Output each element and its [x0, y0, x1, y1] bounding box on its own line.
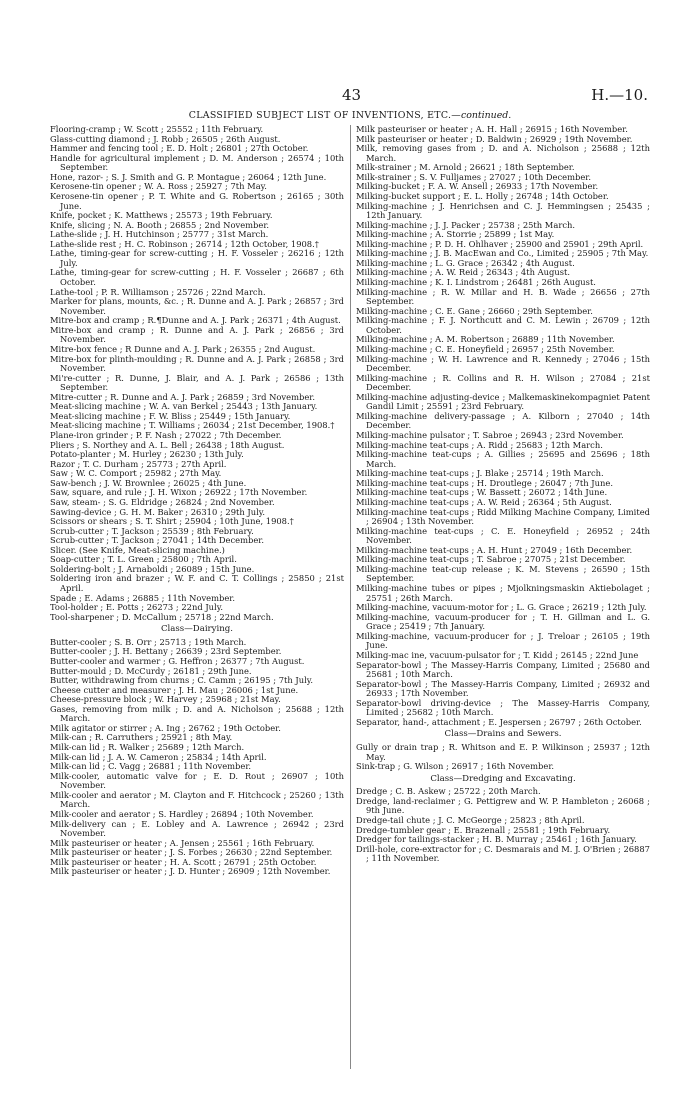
list-item: Marker for plans, mounts, &c. ; R. Dunne and A. J. Park ; 26857 ; 3rd November. [50, 296, 344, 316]
list-item: Saw ; W. C. Comport ; 25982 ; 27th May. [50, 468, 222, 479]
list-item: Cheese cutter and measurer ; J. H. Mau ; 26006 ; 1st June. [50, 684, 299, 695]
list-item: Mitre-cutter ; R. Dunne and A. J. Park ; 26859 ; 3rd November. [50, 391, 315, 402]
list-item: Gully or drain trap ; R. Whitson and E. P. Wilkinson ; 25937 ; 12th May. [356, 742, 650, 762]
list-item: Milking-machine ; C. E. Honeyfield ; 26957 ; 25th November. [356, 343, 615, 354]
page-title-continued: continued. [460, 110, 512, 121]
page-title-text: CLASSIFIED SUBJECT LIST OF INVENTIONS, ETC.— [188, 110, 461, 121]
list-item: Dredge-tail chute ; J. C. McGeorge ; 25823 ; 8th April. [356, 814, 585, 825]
list-item: Lathe-slide ; J. H. Hutchinson ; 25777 ; 31st March. [50, 229, 269, 240]
list-item: Soldering-bolt ; J. Arnaboldi ; 26089 ; 15th June. [50, 563, 255, 574]
left-column [50, 125, 344, 877]
list-item: Dredge, land-reclaimer ; G. Pettigrew and W. P. Hambleton ; 26068 ; 9th June. [356, 795, 650, 816]
list-item: Milking-machine teat-cups ; W. Bassett ; 26072 ; 14th June. [356, 487, 608, 498]
list-item: Milking-machine ; F. J. Northcutt and C. M. Lewin ; 26709 ; 12th October. [356, 315, 650, 335]
document-reference: H.—10. [591, 86, 648, 104]
section-heading-dredging: Class—Dredging and Excavating. [430, 773, 576, 784]
list-item: Milk-strainer ; S. V. Fulljames ; 27027 ; 10th December. [356, 171, 591, 182]
list-item: Butter-cooler ; S. B. Orr ; 25713 ; 19th March. [50, 636, 247, 647]
list-item: Milk-can lid ; C. Vagg ; 26881 ; 11th November. [50, 761, 252, 772]
list-item: Spade ; E. Adams ; 26885 ; 11th November. [50, 592, 236, 603]
list-item: Kerosene-tin opener ; P. T. White and G. Robertson ; 26165 ; 30th June. [50, 190, 344, 211]
list-item: Milk-cooler, automatic valve for ; E. D. Rout ; 26907 ; 10th November. [50, 770, 344, 791]
page-title [0, 110, 700, 121]
list-item: Milking-machine ; J. B. MacEwan and Co., Limited ; 25905 ; 7th May. [356, 248, 649, 259]
list-item: Milk pasteuriser or heater ; D. Baldwin ; 26929 ; 19th November. [356, 133, 633, 144]
list-item: Dredger for tailings-stacker ; H. B. Murray ; 25461 ; 16th January. [356, 834, 637, 845]
list-item: Milking-machine teat-cups ; A. Ridd ; 25683 ; 12th March. [356, 439, 603, 450]
list-item: Milking-machine teat-cups ; J. Blake ; 25714 ; 19th March. [356, 468, 604, 479]
list-item: Milk-cooler and aerator ; M. Clayton and F. Hitchcock ; 25260 ; 13th March. [50, 789, 344, 810]
list-item: Milking-bucket ; F. A. W. Ansell ; 26933 ; 17th November. [356, 181, 599, 192]
list-item: Meat-slicing machine ; T. Williams ; 26034 ; 21st December, 1908.† [50, 420, 335, 431]
list-item: Slicer. (See Knife, Meat-slicing machine.) [50, 544, 225, 555]
list-item: Milk agitator or stirrer ; A. Ing ; 26762 ; 19th October. [50, 722, 281, 733]
list-item: Saw, square, and rule ; J. H. Wixon ; 26922 ; 17th November. [50, 487, 308, 498]
list-item: Milking-machine teat-cups ; A. Gillies ; 25695 and 25696 ; 18th March. [356, 449, 650, 469]
list-item: Glass-cutting diamond ; J. Robb ; 26505 ; 26th August. [50, 133, 281, 144]
list-item: Milking-machine ; K. I. Lindstrom ; 26481 ; 26th August. [356, 277, 596, 287]
entry-list [356, 787, 650, 864]
list-item: Milking-machine pulsator ; T. Sabroe ; 26943 ; 23rd November. [356, 430, 624, 440]
list-item: Mitre-box fence ; R Dunne and A. J. Park ; 26355 ; 2nd August. [50, 343, 316, 354]
list-item: Lathe-tool ; P. R. Williamson ; 25726 ; 22nd March. [50, 286, 266, 297]
list-item: Meat-slicing machine ; F. W. Bliss ; 25449 ; 15th January. [50, 410, 291, 421]
list-item: Tool-sharpener ; D. McCallum ; 25718 ; 22nd March. [50, 611, 274, 622]
list-item: Milk-can lid ; J. A. W. Cameron ; 25834 ; 14th April. [50, 751, 267, 762]
list-item: Razor ; T. C. Durham ; 25773 ; 27th April. [50, 458, 227, 469]
page-number: 43 [342, 86, 362, 104]
list-item: Milking-bucket support ; E. L. Holly ; 26748 ; 14th October. [356, 190, 609, 201]
list-item: Milking-machine teat-cups ; A. H. Hunt ; 27049 ; 16th December. [356, 544, 633, 555]
list-item: Milking-machine, vacuum-producer for ; J. Treloar ; 26105 ; 19th June. [356, 630, 650, 651]
list-item: Milking-machine adjusting-device ; Malkemaskinekompagniet Patent Gandil Limit ; 25591 ; 23rd February. [356, 391, 650, 412]
list-item: Butter, withdrawing from churns ; C. Camm ; 26195 ; 7th July. [50, 675, 314, 686]
list-item: Gases, removing from milk ; D. and A. Nicholson ; 25688 ; 12th March. [50, 703, 344, 724]
list-item: Milking-machine, vacuum-motor for ; L. G. Grace ; 26219 ; 12th July. [356, 602, 647, 613]
list-item: Knife, pocket ; K. Matthews ; 25573 ; 19th February. [50, 210, 273, 221]
list-item: Sawing-device ; G. H. M. Baker ; 26310 ; 29th July. [50, 506, 266, 517]
list-item: Soldering iron and brazer ; W. F. and C. T. Collings ; 25850 ; 21st April. [50, 573, 344, 593]
list-item: Plane-iron grinder ; P. F. Nash ; 27022 ; 7th December. [50, 430, 282, 440]
list-item: Milking-machine teat-cups ; T. Sabroe ; 27075 ; 21st December. [356, 554, 626, 565]
list-item: Separator-bowl driving-device ; The Massey-Harris Company, Limited ; 25682 ; 10th March. [356, 697, 650, 718]
list-item: Handle for agricultural implement ; D. M. Anderson ; 26574 ; 10th September. [50, 152, 344, 173]
list-item: Scissors or shears ; S. T. Shirt ; 25904 ; 10th June, 1908.† [50, 516, 294, 527]
column-divider [350, 125, 351, 1069]
list-item: Separator, hand-, attachment ; E. Jespersen ; 26797 ; 26th October. [356, 716, 642, 727]
list-item: Separator-bowl ; The Massey-Harris Company, Limited ; 26932 and 26933 ; 17th November. [356, 678, 650, 699]
list-item: Hammer and fencing tool ; E. D. Holt ; 26801 ; 27th October. [50, 143, 309, 154]
list-item: Milking-machine teat-cups ; H. Droutlege ; 26047 ; 7th June. [356, 477, 613, 488]
list-item: Dredge-tumbler gear ; E. Brazenall ; 25581 ; 19th February. [356, 824, 611, 835]
list-item: Milk-delivery can ; E. Lobley and A. Lawrence ; 26942 ; 23rd November. [50, 818, 344, 839]
entry-list [50, 638, 344, 877]
list-item: Milking-machine ; L. G. Grace ; 26342 ; 4th August. [356, 257, 575, 268]
list-item: Flooring-cramp ; W. Scott ; 25552 ; 11th February. [50, 124, 264, 134]
entry-list [356, 125, 650, 727]
list-item: Milk, removing gases from ; D. and A. Nicholson ; 25688 ; 12th March. [356, 143, 650, 163]
list-item: Sink-trap ; G. Wilson ; 26917 ; 16th November. [356, 761, 555, 772]
entry-list [50, 125, 344, 622]
list-item: Milk-can lid ; R. Walker ; 25689 ; 12th March. [50, 742, 245, 752]
list-item: Meat-slicing machine ; W. A. van Berkel ; 25443 ; 13th January. [50, 401, 318, 412]
list-item: Mitre-box and cramp ; R.¶Dunne and A. J. Park ; 26371 ; 4th August. [50, 315, 341, 326]
list-item: Milk pasteuriser or heater ; J. D. Hunter ; 26909 ; 12th November. [50, 866, 331, 877]
list-item: Saw-bench ; J. W. Brownlee ; 26025 ; 4th June. [50, 477, 247, 488]
list-item: Milking-machine tubes or pipes ; Mjolkningsmaskin Aktiebolaget ; 25751 ; 26th March. [356, 583, 650, 603]
list-item: Tool-holder ; E. Potts ; 26273 ; 22nd July. [50, 602, 223, 613]
list-item: Butter-cooler ; J. H. Bettany ; 26639 ; 23rd September. [50, 646, 282, 657]
list-item: Milking-machine ; J. Henrichsen and C. J. Hemmingsen ; 25435 ; 12th January. [356, 200, 650, 221]
list-item: Butter-mould ; D. McCurdy ; 26181 ; 29th June. [50, 665, 252, 676]
entry-list [356, 743, 650, 772]
list-item: Soap-cutter ; T. L. Green ; 25800 ; 7th April. [50, 554, 237, 565]
list-item: Cheese-pressure block ; W. Harvey ; 25968 ; 21st May. [50, 694, 281, 705]
list-item: Mitre-box and cramp ; R. Dunne and A. J. Park ; 26856 ; 3rd November. [50, 324, 344, 345]
list-item: Separator-bowl ; The Massey-Harris Company, Limited ; 25680 and 25681 ; 10th March. [356, 659, 650, 680]
list-item: Potato-planter ; M. Hurley ; 26230 ; 13th July. [50, 449, 244, 460]
right-column [356, 125, 650, 864]
list-item: Milk-can ; R. Carruthers ; 25921 ; 8th May. [50, 732, 233, 743]
list-item: Milking-machine teat-cup release ; K. M. Stevens ; 26590 ; 15th September. [356, 563, 650, 584]
list-item: Milking-machine ; R. Collins and R. H. Wilson ; 27084 ; 21st December. [356, 372, 650, 393]
list-item: Milking-machine teat-cups ; A. W. Reid ; 26364 ; 5th August. [356, 496, 612, 507]
list-item: Pliers ; S. Northey and A. L. Bell ; 26438 ; 18th August. [50, 439, 285, 450]
section-heading-dairying: Class—Dairying. [160, 624, 234, 635]
list-item: Butter-cooler and warmer ; G. Heffron ; 26377 ; 7th August. [50, 655, 305, 666]
list-item: Milk-cooler and aerator ; S. Hardley ; 26894 ; 10th November. [50, 808, 314, 819]
list-item: Knife, slicing ; N. A. Booth ; 26855 ; 2nd November. [50, 219, 270, 230]
list-item: Milking-mac ine, vacuum-pulsator for ; T. Kidd ; 26145 ; 22nd June [356, 649, 639, 660]
list-item: Saw, steam- ; S. G. Eldridge ; 26824 ; 2nd November. [50, 496, 275, 507]
list-item: Kerosene-tin opener ; W. A. Ross ; 25927 ; 7th May. [50, 181, 267, 192]
list-item: Milking-machine ; C. E. Gane ; 26660 ; 29th September. [356, 305, 593, 316]
list-item: Milking-machine ; W. H. Lawrence and R. Kennedy ; 27046 ; 15th December. [356, 353, 650, 374]
list-item: Scrub-cutter ; T. Jackson ; 27041 ; 14th December. [50, 535, 264, 546]
list-item: Mi're-cutter ; R. Dunne, J. Blair, and A. J. Park ; 26586 ; 13th September. [50, 372, 344, 393]
section-heading-drains-sewers: Class—Drains and Sewers. [444, 729, 562, 740]
list-item: Milking-machine ; J. J. Packer ; 25738 ; 25th March. [356, 219, 576, 230]
list-item: Milking-machine ; A. Storrie ; 25899 ; 1st May. [356, 229, 555, 240]
list-item: Lathe, timing-gear for screw-cutting ; H. F. Vosseler ; 26687 ; 6th October. [50, 267, 344, 287]
list-item: Milk pasteuriser or heater ; A. Jensen ; 25561 ; 16th February. [50, 837, 315, 848]
list-item: Milk pasteuriser or heater ; H. A. Scott ; 26791 ; 25th October. [50, 856, 317, 867]
list-item: Lathe-slide rest ; H. C. Robinson ; 26714 ; 12th October, 1908.† [50, 238, 319, 249]
list-item: Milking-machine ; R. W. Millar and H. B. Wade ; 26656 ; 27th September. [356, 286, 650, 307]
list-item: Mitre-box for plinth-moulding ; R. Dunne and A. J. Park ; 26858 ; 3rd November. [50, 353, 344, 374]
list-item: Drill-hole, core-extractor for ; C. Desmarais and M. J. O'Brien ; 26887 ; 11th November. [356, 843, 650, 864]
list-item: Hone, razor- ; S. J. Smith and G. P. Montague ; 26064 ; 12th June. [50, 171, 327, 182]
list-item: Milking-machine teat-cups ; C. E. Honeyfield ; 26952 ; 24th November. [356, 525, 650, 546]
list-item: Milk pasteuriser or heater ; J. S. Forbes ; 26630 ; 22nd September. [50, 847, 333, 858]
list-item: Milking-machine teat-cups ; Ridd Milking Machine Company, Limited ; 26904 ; 13th November. [356, 506, 650, 527]
list-item: Milk pasteuriser or heater ; A. H. Hall ; 26915 ; 16th November. [356, 124, 628, 134]
list-item: Lathe, timing-gear for screw-cutting ; H. F. Vosseler ; 26216 ; 12th July. [50, 248, 344, 268]
list-item: Milking-machine ; A. M. Robertson ; 26889 ; 11th November. [356, 334, 615, 345]
list-item: Milking-machine ; P. D. H. Ohlhaver ; 25900 and 25901 ; 29th April. [356, 238, 644, 249]
list-item: Scrub-cutter ; T. Jackson ; 25539 ; 8th February. [50, 525, 254, 536]
list-item: Milking-machine, vacuum-producer for ; T. H. Gillman and L. G. Grace ; 25419 ; 7th January. [356, 611, 650, 632]
list-item: Milking-machine delivery-passage ; A. Kilborn ; 27040 ; 14th December. [356, 410, 650, 431]
list-item: Dredge ; C. B. Askew ; 25722 ; 20th March. [356, 786, 541, 797]
list-item: Milk-strainer ; M. Arnold ; 26621 ; 18th September. [356, 162, 575, 173]
list-item: Milking-machine ; A. W. Reid ; 26343 ; 4th August. [356, 267, 571, 278]
